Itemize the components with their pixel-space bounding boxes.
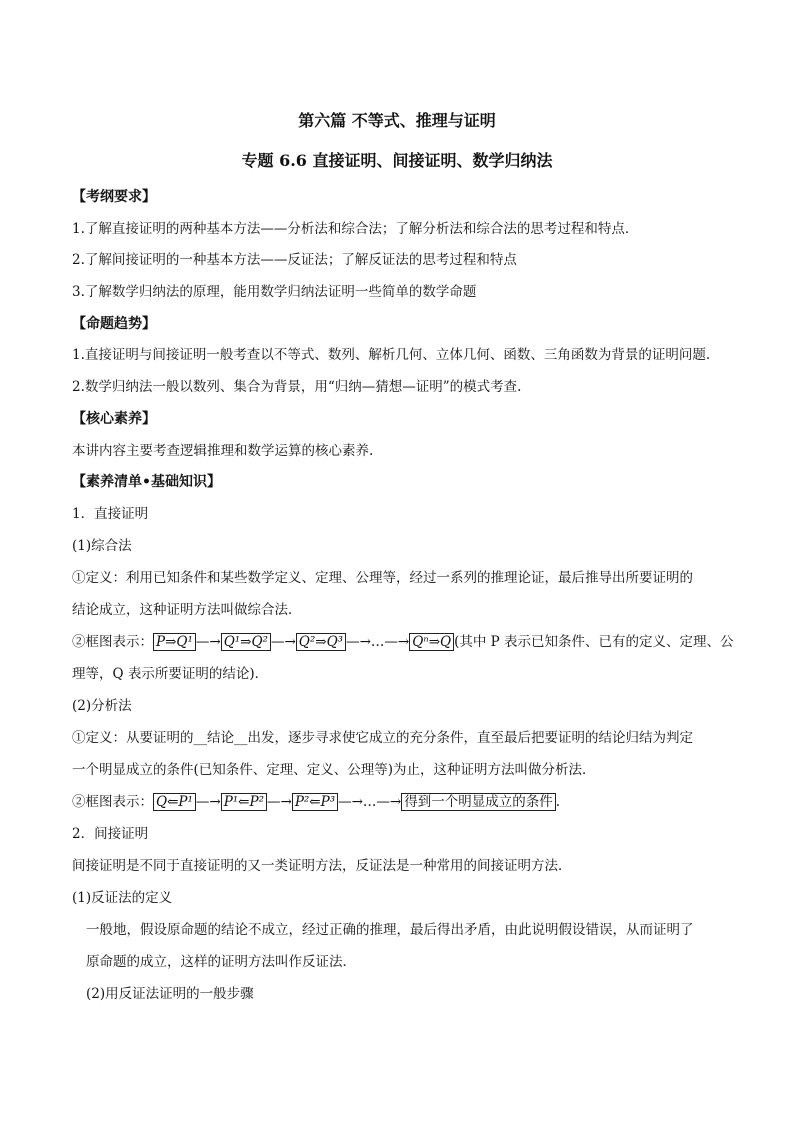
synthesis-def-line-2: 结论成立，这种证明方法叫做综合法． xyxy=(72,602,302,618)
heading-indirect-proof: 2．间接证明 xyxy=(72,826,149,842)
flow-box-3: Q²⇒Q³ xyxy=(296,633,346,651)
trend-item-2: 2.数学归纳法一般以数列、集合为背景，用“归纳—猜想—证明”的模式考查. xyxy=(72,379,522,395)
flow-arrow: —→ xyxy=(195,634,221,650)
indirect-intro: 间接证明是不同于直接证明的又一类证明方法，反证法是一种常用的间接证明方法． xyxy=(72,858,572,874)
main-title: 第六篇 不等式、推理与证明 xyxy=(298,111,496,130)
flow-box-1: Q⇐P¹ xyxy=(153,793,196,811)
contradiction-def-line-1: 一般地，假设原命题的结论不成立，经过正确的推理，最后得出矛盾，由此说明假设错误，从而证明了 xyxy=(86,922,694,938)
analysis-def-line-1 xyxy=(72,728,732,748)
section-core: 【核心素养】 xyxy=(72,411,156,427)
flow-arrow: —→ xyxy=(195,794,221,810)
core-item-1: 本讲内容主要考查逻辑推理和数学运算的核心素养. xyxy=(72,443,374,459)
trend-item-1: 1.直接证明与间接证明一般考查以不等式、数列、解析几何、立体几何、函数、三角函数为背景的证明问题. xyxy=(72,347,711,363)
flow-box-3: P²⇐P³ xyxy=(292,793,338,811)
synthesis-def-line-1: ①定义：利用已知条件和某些数学定义、定理、公理等，经过一系列的推理论证，最后推导出所要证明的 xyxy=(72,570,693,586)
flow-box-4: Qⁿ⇒Q xyxy=(409,633,454,651)
kaogang-item-1: 1.了解直接证明的两种基本方法——分析法和综合法；了解分析法和综合法的思考过程和特点． xyxy=(72,221,639,237)
analysis-flowchart xyxy=(72,792,732,812)
heading-direct-proof: 1．直接证明 xyxy=(72,506,149,522)
heading-contradiction-def: (1)反证法的定义 xyxy=(72,890,173,906)
kaogang-item-2: 2.了解间接证明的一种基本方法——反证法；了解反证法的思考过程和特点 xyxy=(72,252,517,268)
analysis-def-pre: ①定义：从要证明的 xyxy=(72,730,194,746)
flow-arrow: —→ xyxy=(267,794,292,810)
kaogang-item-3: 3.了解数学归纳法的原理，能用数学归纳法证明一些简单的数学命题 xyxy=(72,284,477,300)
flowchart-prefix: ②框图表示： xyxy=(72,794,153,810)
flowchart-prefix: ②框图表示： xyxy=(72,634,153,650)
heading-analysis: (2)分析法 xyxy=(72,698,132,714)
sub-title: 专题 6.6 直接证明、间接证明、数学归纳法 xyxy=(241,151,553,170)
heading-synthesis: (1)综合法 xyxy=(72,538,132,554)
flow-arrow-dots: —→…—→ xyxy=(338,794,402,810)
analysis-def-blank: __结论__ xyxy=(193,730,248,746)
flowchart-note: (其中 P 表示已知条件、已有的定义、定理、公 xyxy=(454,634,734,650)
synthesis-flowchart xyxy=(72,632,732,652)
flow-arrow: —→ xyxy=(270,634,296,650)
analysis-def-post: 出发，逐步寻求使它成立的充分条件，直至最后把要证明的结论归结为判定 xyxy=(247,730,693,746)
synthesis-flowchart-note-2: 理等，Q 表示所要证明的结论)． xyxy=(72,666,269,682)
flow-arrow-dots: —→…—→ xyxy=(346,634,410,650)
flow-box-2: Q¹⇒Q² xyxy=(221,633,271,651)
section-kaogang: 【考纲要求】 xyxy=(72,189,156,205)
section-basic: 【素养清单•基础知识】 xyxy=(72,474,221,490)
flow-end-period: . xyxy=(555,794,561,810)
flow-box-1: P⇒Q¹ xyxy=(153,633,196,651)
heading-contradiction-steps: (2)用反证法证明的一般步骤 xyxy=(86,986,254,1002)
flow-box-2: P¹⇐P² xyxy=(221,793,267,811)
section-trend: 【命题趋势】 xyxy=(72,316,156,332)
flow-box-4: 得到一个明显成立的条件 xyxy=(401,793,556,811)
contradiction-def-line-2: 原命题的成立，这样的证明方法叫作反证法． xyxy=(86,954,356,970)
analysis-def-line-2: 一个明显成立的条件(已知条件、定理、定义、公理等)为止，这种证明方法叫做分析法． xyxy=(72,762,596,778)
